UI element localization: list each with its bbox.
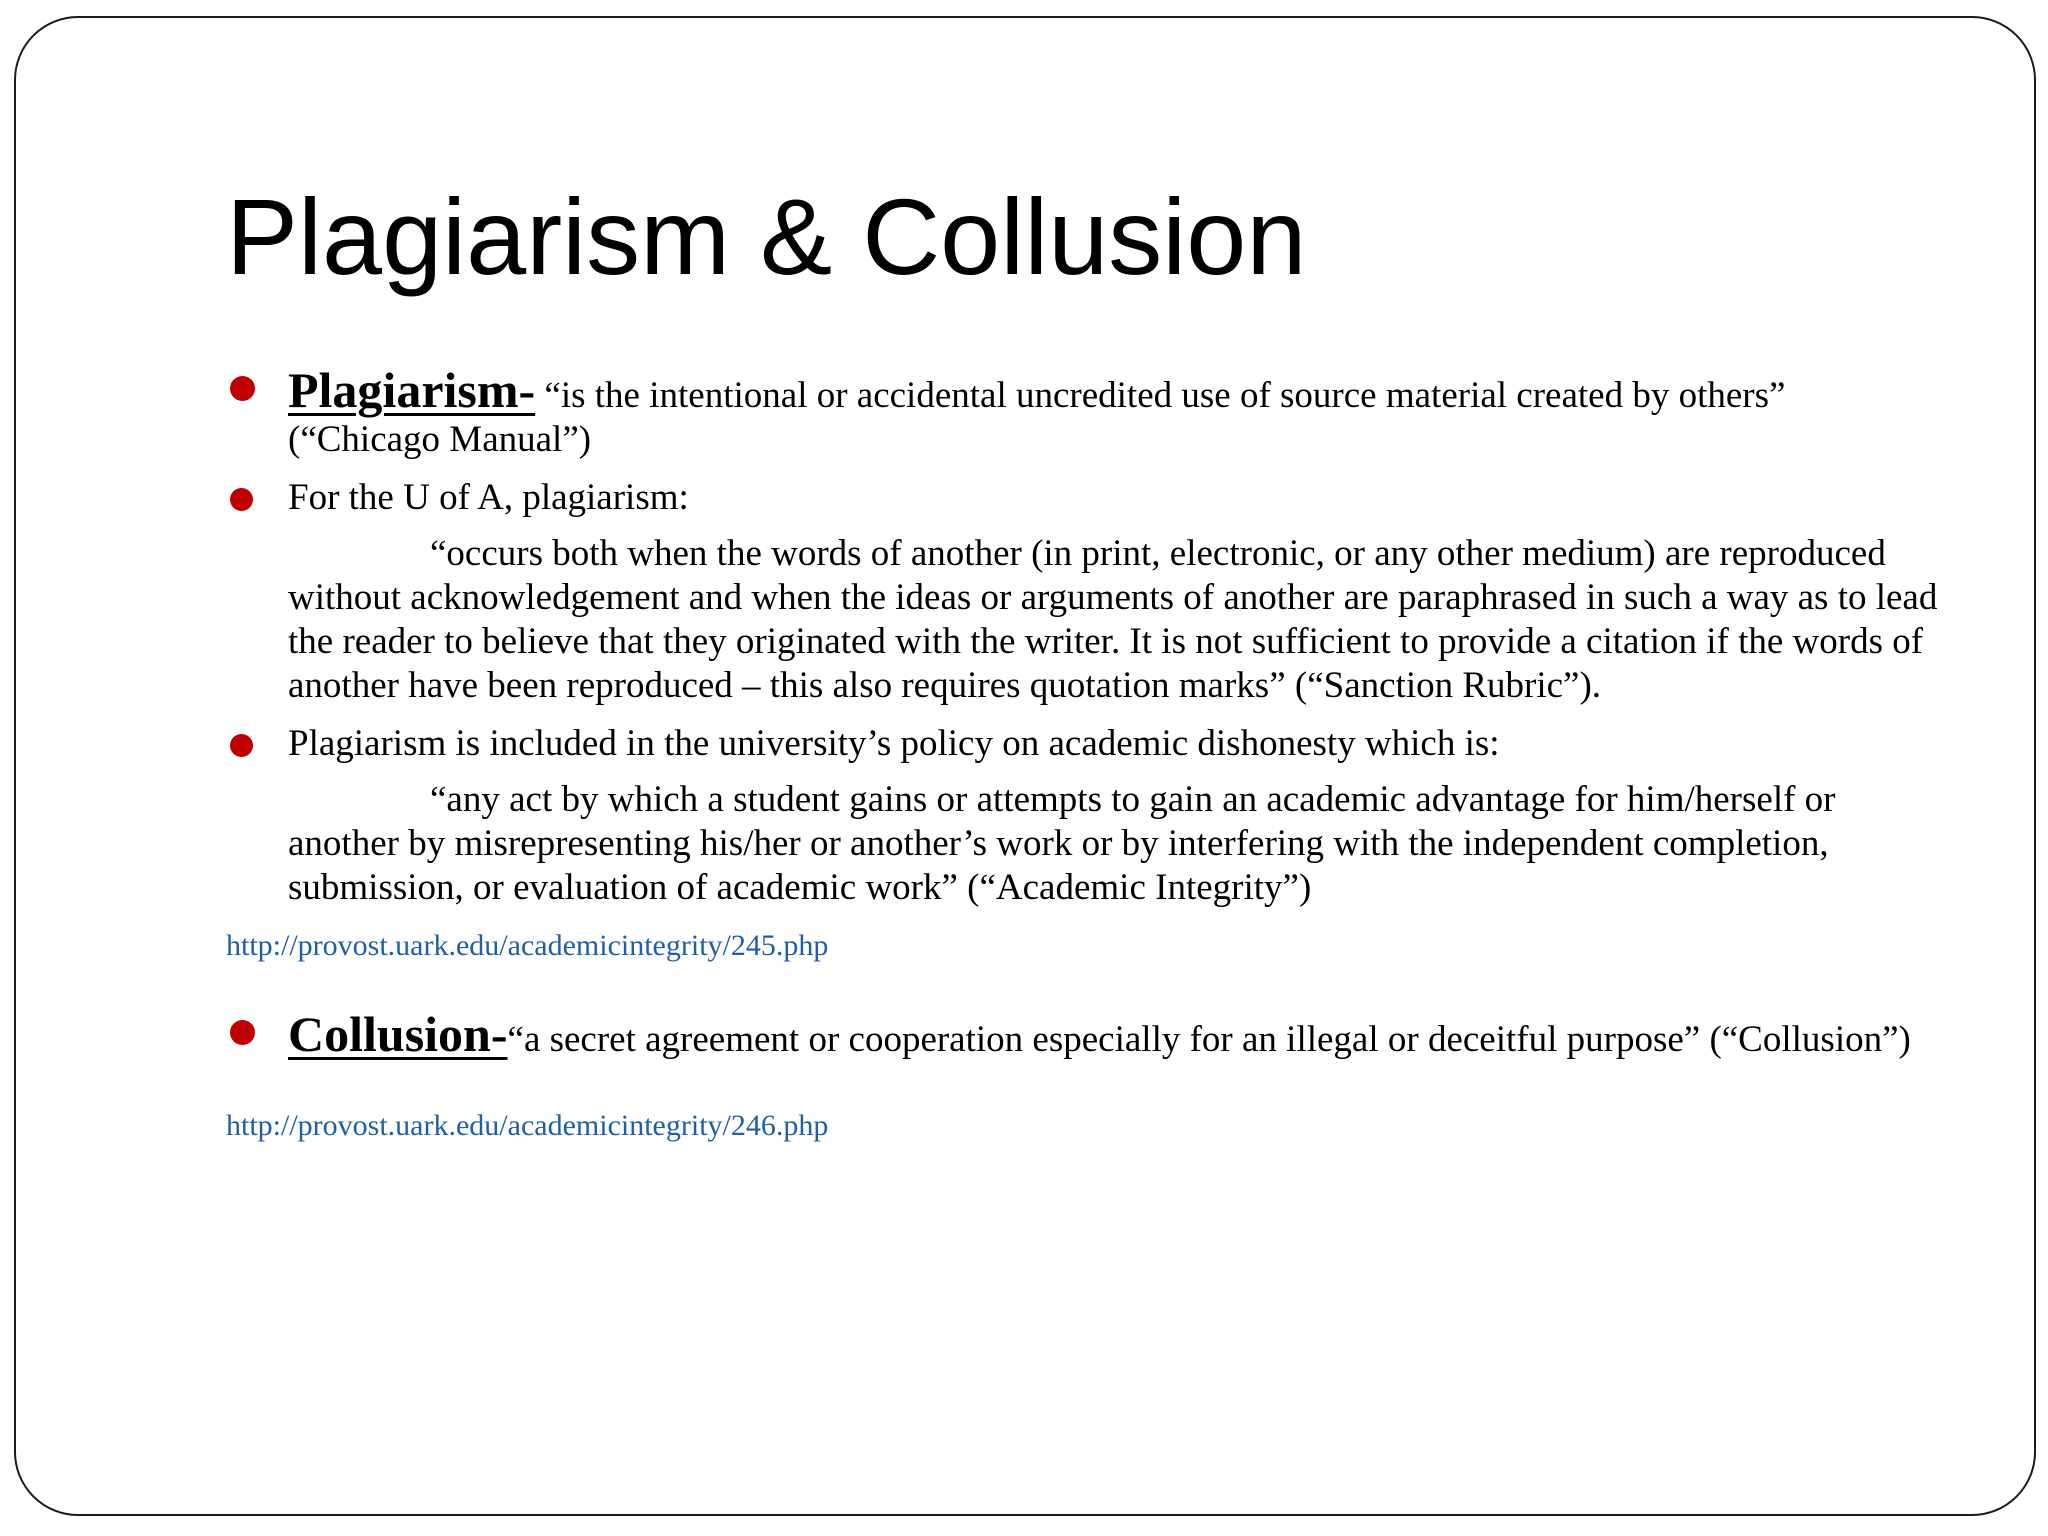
bullet-plagiarism: [226, 362, 1946, 462]
uofa-quote: “occurs both when the words of another (in print, electronic, or any other medium) are reproduced without acknowledgement and when the ideas or arguments of another are paraphrased in such a way as to lead the reader to believe that they originated with the writer. It is not sufficient to provide a citation if the words of another have been reproduced – this also requires quotation marks” (“Sanction Rubric”).: [288, 533, 1938, 706]
bullet-dot-icon: [230, 1020, 255, 1045]
uofa-intro: For the U of A, plagiarism:: [288, 477, 689, 518]
bullet-uofa: [226, 476, 1946, 520]
bullet-dot-icon: [230, 376, 255, 401]
bullet-collusion: [226, 1006, 1946, 1062]
bullet-dot-icon: [230, 488, 253, 511]
slide-content: [226, 362, 1946, 1144]
plagiarism-definition: “is the intentional or accidental uncredited use of source material created by others” (“Chicago Manual”): [288, 375, 1786, 460]
source-link-245[interactable]: http://provost.uark.edu/academicintegrity/245.php: [226, 929, 829, 962]
slide-title: Plagiarism & Collusion: [226, 176, 1307, 297]
plagiarism-term: Plagiarism-: [288, 362, 536, 418]
source-link-246[interactable]: http://provost.uark.edu/academicintegrity/246.php: [226, 1109, 829, 1142]
bullet-policy: [226, 722, 1946, 766]
policy-quote: “any act by which a student gains or attempts to gain an academic advantage for him/herself or another by misrepresenting his/her or another’s work or by interfering with the independent completion, submission, or evaluation of academic work” (“Academic Integrity”): [288, 779, 1836, 908]
policy-intro: Plagiarism is included in the university’s policy on academic dishonesty which is:: [288, 723, 1500, 764]
collusion-definition: “a secret agreement or cooperation especially for an illegal or deceitful purpose” (“Collusion”): [507, 1019, 1911, 1060]
bullet-dot-icon: [230, 734, 253, 757]
collusion-term: Collusion-: [288, 1006, 508, 1062]
